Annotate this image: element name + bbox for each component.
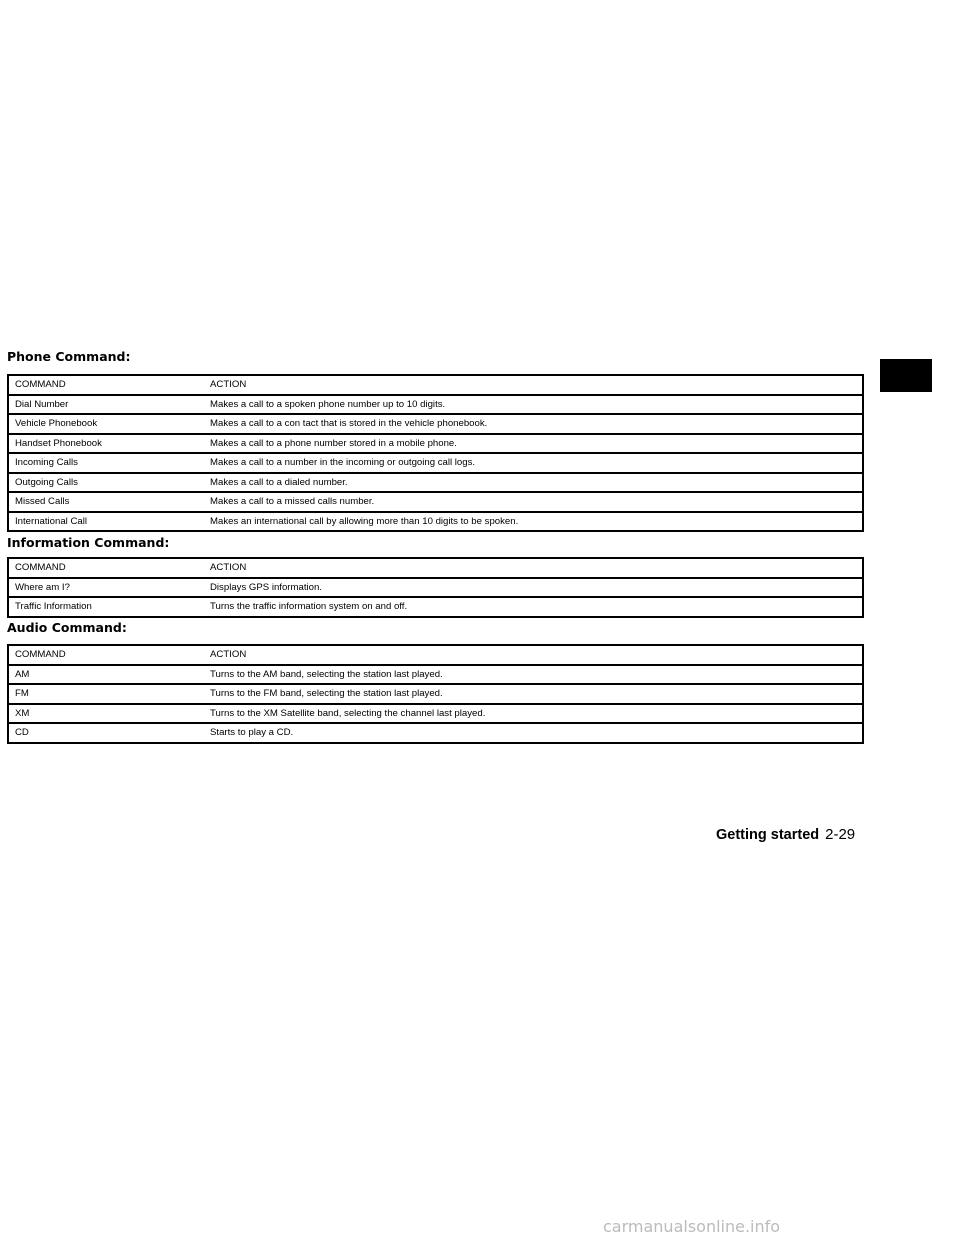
command-cell: Dial Number — [8, 395, 204, 415]
command-cell: Handset Phonebook — [8, 434, 204, 454]
table-header-row — [8, 558, 863, 578]
information-command-heading: Information Command: — [7, 535, 170, 550]
command-cell: FM — [8, 684, 204, 704]
command-column-header: COMMAND — [8, 375, 204, 395]
phone-command-heading: Phone Command: — [7, 349, 131, 364]
action-cell: Turns to the FM band, selecting the station last played. — [204, 684, 863, 704]
table-row — [8, 723, 863, 743]
table-row — [8, 414, 863, 434]
action-cell: Makes a call to a phone number stored in a mobile phone. — [204, 434, 863, 454]
command-column-header: COMMAND — [8, 558, 204, 578]
action-cell: Turns to the AM band, selecting the station last played. — [204, 665, 863, 685]
command-cell: CD — [8, 723, 204, 743]
page-footer — [716, 826, 855, 844]
table-row — [8, 704, 863, 724]
table-row — [8, 597, 863, 617]
table-row — [8, 453, 863, 473]
information-command-table — [7, 557, 864, 618]
action-cell: Displays GPS information. — [204, 578, 863, 598]
action-cell: Turns the traffic information system on and off. — [204, 597, 863, 617]
table-header-row — [8, 645, 863, 665]
action-cell: Makes a call to a dialed number. — [204, 473, 863, 493]
action-cell: Turns to the XM Satellite band, selecting the channel last played. — [204, 704, 863, 724]
command-cell: AM — [8, 665, 204, 685]
action-cell: Makes a call to a con tact that is stored in the vehicle phonebook. — [204, 414, 863, 434]
table-row — [8, 665, 863, 685]
table-row — [8, 578, 863, 598]
audio-command-heading: Audio Command: — [7, 620, 127, 635]
action-cell: Makes an international call by allowing more than 10 digits to be spoken. — [204, 512, 863, 532]
table-row — [8, 434, 863, 454]
action-column-header: ACTION — [204, 558, 863, 578]
watermark: carmanualsonline.info — [603, 1217, 781, 1236]
command-cell: XM — [8, 704, 204, 724]
action-cell: Makes a call to a spoken phone number up to 10 digits. — [204, 395, 863, 415]
command-cell: Outgoing Calls — [8, 473, 204, 493]
command-column-header: COMMAND — [8, 645, 204, 665]
table-row — [8, 492, 863, 512]
chapter-title: Getting started — [716, 827, 820, 843]
audio-command-table — [7, 644, 864, 744]
action-column-header: ACTION — [204, 645, 863, 665]
page-number: 2-29 — [825, 826, 856, 843]
phone-command-table — [7, 374, 864, 532]
command-cell: Vehicle Phonebook — [8, 414, 204, 434]
table-header-row — [8, 375, 863, 395]
action-column-header: ACTION — [204, 375, 863, 395]
table-row — [8, 395, 863, 415]
table-row — [8, 512, 863, 532]
table-row — [8, 684, 863, 704]
command-cell: International Call — [8, 512, 204, 532]
action-cell: Starts to play a CD. — [204, 723, 863, 743]
table-row — [8, 473, 863, 493]
command-cell: Traffic Information — [8, 597, 204, 617]
command-cell: Missed Calls — [8, 492, 204, 512]
command-cell: Where am I? — [8, 578, 204, 598]
chapter-tab-marker — [880, 359, 932, 392]
action-cell: Makes a call to a number in the incoming or outgoing call logs. — [204, 453, 863, 473]
action-cell: Makes a call to a missed calls number. — [204, 492, 863, 512]
command-cell: Incoming Calls — [8, 453, 204, 473]
